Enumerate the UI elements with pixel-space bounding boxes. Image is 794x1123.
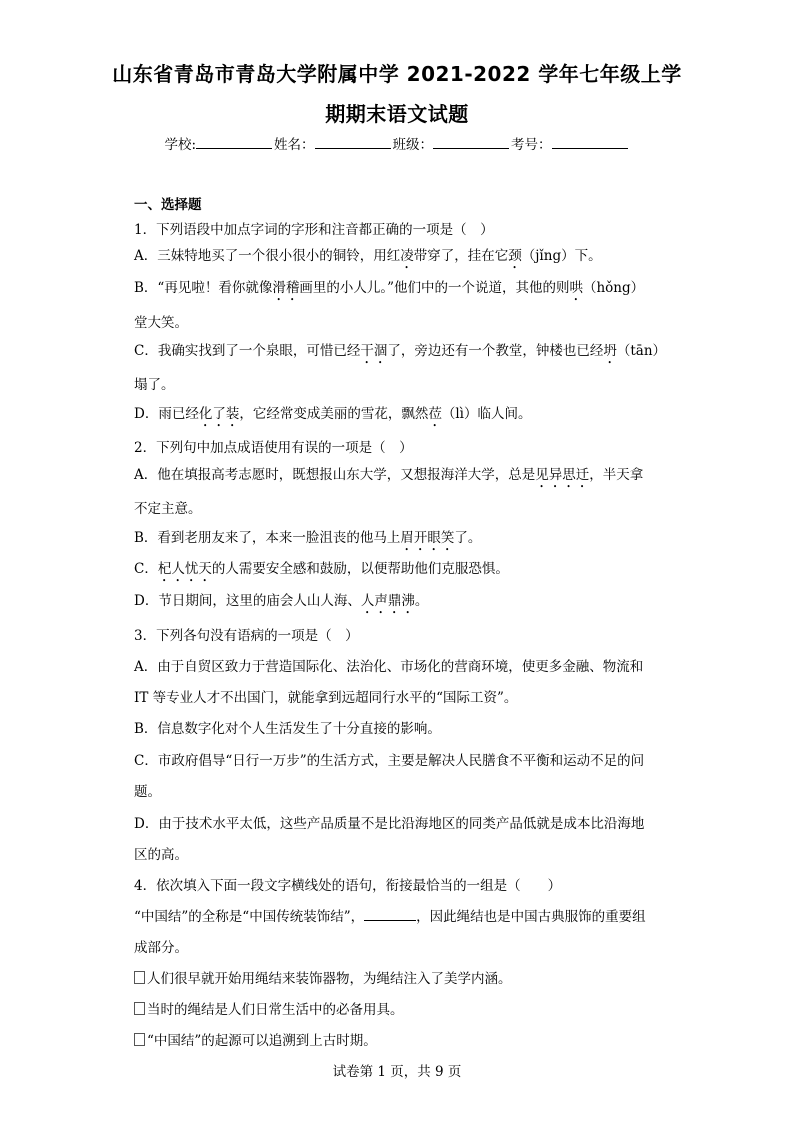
- text: 了。: [454, 530, 482, 546]
- dotted-word: 颈: [508, 248, 522, 264]
- student-info-row: [0, 133, 794, 153]
- dotted-word: 杞人忧天: [157, 561, 212, 577]
- text: 了，旁边还有一个教堂，钟楼也已经: [387, 343, 604, 359]
- q1-stem: 1．下列语段中加点字词的字形和注音都正确的一项是（ ）: [134, 222, 494, 238]
- class-label: 班级：: [392, 137, 434, 153]
- q4-sentence-3: [134, 1031, 664, 1051]
- q3-option-c: C．市政府倡导“日行一万步”的生活方式，主要是解决人民膳食不平衡和运动不足的问: [134, 753, 645, 769]
- q3-option-d: D．由于技术水平太低，这些产品质量不是比沿海地区的同类产品低就是成本比沿海地: [134, 816, 645, 832]
- q3-option-a-cont: IT 等专业人才不出国门，就能拿到远超同行水平的“国际工资”。: [134, 690, 518, 706]
- text: A．三妹特地买了一个很小很小的铜铃，用红: [134, 248, 401, 264]
- dotted-word: 凌: [400, 248, 414, 264]
- text: （hǒng）: [582, 280, 645, 296]
- text: B．看到老朋友来了，本来一脸沮丧的他马上: [134, 530, 401, 546]
- q4-passage: [134, 907, 664, 927]
- text: ，它经常变成美丽的雪花，飘然: [239, 406, 429, 422]
- class-blank[interactable]: [433, 136, 509, 149]
- q1-option-b-cont: 堂大笑。: [134, 315, 188, 331]
- q2-option-d: [134, 591, 664, 617]
- q1-option-c-cont: 塌了。: [134, 377, 175, 393]
- text: ，因此绳结也是中国古典服饰的重要组: [416, 909, 646, 925]
- q3-stem: 3．下列各句没有语病的一项是（ ）: [134, 628, 359, 644]
- q2-option-a-cont: 不定主意。: [134, 501, 202, 517]
- dotted-word: 见异思迁: [535, 467, 590, 483]
- text: ，半天拿: [589, 467, 644, 483]
- q2-option-c: [134, 559, 664, 585]
- q3-option-d-cont: 区的高。: [134, 847, 188, 863]
- text: C．我确实找到了一个泉眼，可惜已经: [134, 343, 361, 359]
- q4-sentence-2: [134, 1000, 664, 1020]
- text: （jǐng）下。: [521, 248, 602, 264]
- sentence-marker-icon: [134, 1033, 145, 1046]
- dotted-word: 干涸: [360, 343, 388, 359]
- dotted-word: 莅: [428, 406, 442, 422]
- school-label: 学校:: [164, 137, 197, 153]
- dotted-word: 坍: [603, 343, 617, 359]
- number-label: 考号：: [511, 137, 552, 153]
- exam-title-line2: 期期末语文试题: [325, 102, 469, 126]
- q1-option-c: [134, 341, 667, 367]
- text: B．“再见啦！看你就像: [134, 280, 273, 296]
- dotted-word: 眉开眼笑: [400, 530, 455, 546]
- text: D．雨已经: [134, 406, 199, 422]
- name-blank[interactable]: [315, 136, 391, 149]
- text: C．: [134, 561, 158, 577]
- q1-option-b: [134, 278, 664, 304]
- q2-option-a: [134, 465, 664, 491]
- text: A．他在填报高考志愿时，既想报山东大学，又想报海洋大学，总是: [134, 467, 536, 483]
- text: 。: [414, 593, 429, 609]
- q1-option-d: [134, 404, 664, 430]
- q2-option-b: [134, 528, 664, 554]
- q4-passage-cont: 成部分。: [134, 940, 188, 956]
- q4-sentence-1: [134, 969, 664, 989]
- q1-option-a: [134, 246, 664, 272]
- text: （tān）: [616, 343, 667, 359]
- text: （lì）临人间。: [441, 406, 532, 422]
- text: D．节日期间，这里的庙会人山人海、: [134, 593, 361, 609]
- answer-blank[interactable]: [364, 908, 416, 921]
- text: 画里的小人儿。”他们中的一个说道，其他的则: [299, 280, 570, 296]
- q3-option-b: B．信息数字化对个人生活发生了十分直接的影响。: [134, 721, 441, 737]
- text: “中国结”的全称是“中国传统装饰结”，: [134, 909, 365, 925]
- q4-stem: 4．依次填入下面一段文字横线处的语句，衔接最恰当的一组是（ ）: [134, 878, 562, 894]
- sentence-marker-icon: [134, 971, 145, 984]
- dotted-word: 哄: [569, 280, 583, 296]
- school-blank[interactable]: [196, 136, 272, 149]
- page-footer: 试卷第 1 页，共 9 页: [332, 1064, 462, 1080]
- q2-stem: 2．下列句中加点成语使用有误的一项是（ ）: [134, 440, 413, 456]
- dotted-word: 化了装: [198, 406, 240, 422]
- sentence-marker-icon: [134, 1002, 145, 1015]
- q3-option-c-cont: 题。: [134, 784, 161, 800]
- dotted-word: 人声鼎沸: [360, 593, 415, 609]
- name-label: 姓名：: [274, 137, 315, 153]
- text: 当时的绳结是人们日常生活中的必备用具。: [147, 1002, 404, 1018]
- text: “中国结”的起源可以追溯到上古时期。: [147, 1033, 377, 1049]
- number-blank[interactable]: [552, 136, 628, 149]
- exam-title-line1: 山东省青岛市青岛大学附属中学 2021-2022 学年七年级上学: [112, 62, 682, 86]
- text: 人们很早就开始用绳结来装饰器物，为绳结注入了美学内涵。: [147, 971, 512, 987]
- section-heading: 一、选择题: [134, 197, 202, 213]
- dotted-word: 滑稽: [272, 280, 300, 296]
- q3-option-a: A．由于自贸区致力于营造国际化、法治化、市场化的营商环境，使更多金融、物流和: [134, 659, 644, 675]
- text: 的人需要安全感和鼓励，以便帮助他们克服恐惧。: [211, 561, 509, 577]
- text: 带穿了，挂在它: [413, 248, 509, 264]
